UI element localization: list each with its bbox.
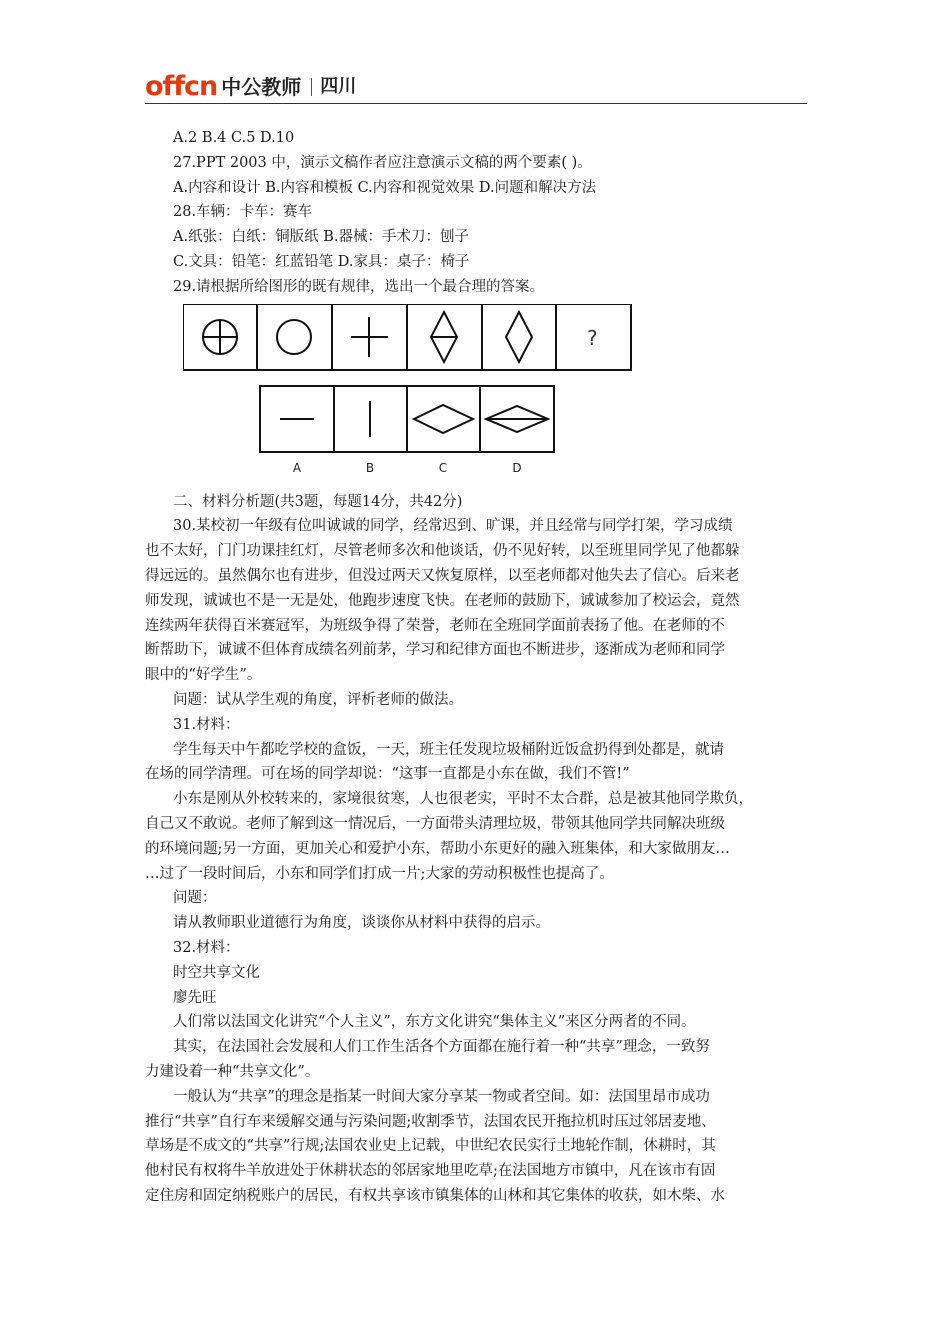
diamond-shape [506, 312, 532, 362]
option-label-a: A [292, 460, 302, 475]
text-line: 眼中的“好学生”。 [145, 667, 262, 684]
text-line: 自己又不敢说。老师了解到这一情况后，一方面带头清理垃圾，带领其他同学共同解决班级 [145, 815, 725, 832]
option-c-shape [414, 405, 473, 433]
text-line: 请从教师职业道德行为角度，谈谈你从材料中获得的启示。 [173, 915, 550, 932]
text-line: 小东是刚从外校转来的，家境很贫寒，人也很老实，平时不太合群，总是被其他同学欺负， [173, 791, 753, 808]
text-line: 定住房和固定纳税账户的居民，有权共享该市镇集体的山林和其它集体的收获，如木柴、水 [145, 1187, 725, 1204]
text-line: …过了一段时间后，小东和同学们打成一片;大家的劳动积极性也提高了。 [145, 865, 614, 882]
logo-brand: offcn [145, 71, 218, 102]
text-line: 人们常以法国文化讲究“个人主义”，东方文化讲究“集体主义”来区分两者的不同。 [173, 1014, 696, 1031]
text-line: 二、材料分析题(共3题，每题14分，共42分) [173, 493, 463, 510]
text-line: 断帮助下，诚诚不但体育成绩名列前茅，学习和纪律方面也不断进步，逐渐成为老师和同学 [145, 642, 725, 659]
logo-divider [311, 78, 312, 96]
text-line: 廖先旺 [173, 989, 217, 1006]
text-line: 28.车辆：卡车：赛车 [173, 204, 313, 221]
text-line: 力建设着一种“共享文化”。 [145, 1063, 320, 1080]
diamond-line-shape [431, 312, 457, 362]
text-line: 其实，在法国社会发展和人们工作生活各个方面都在施行着一种“共享”理念，一致努 [173, 1039, 710, 1056]
text-line: 师发现，诚诚也不是一无是处，他跑步速度飞快。在老师的鼓励下，诚诚参加了校运会，竟然 [145, 592, 740, 609]
text-line: 在场的同学清理。可在场的同学却说：“这事一直都是小东在做，我们不管!” [145, 766, 630, 783]
text-line: A.纸张：白纸：铜版纸 B.器械：手术刀：刨子 [173, 229, 469, 246]
text-line: 问题： [173, 890, 217, 907]
document-body [145, 126, 813, 1209]
text-line: 他村民有权将牛羊放进处于休耕状态的邻居家地里吃草;在法国地方市镇中，凡在该市有固 [145, 1163, 716, 1180]
option-label-d: D [512, 460, 522, 475]
text-line: 得远远的。虽然偶尔也有进步，但没过两天又恢复原样，以至老师都对他失去了信心。后来老 [145, 567, 740, 584]
option-label-c: C [438, 460, 448, 475]
offcn-logo [145, 72, 356, 102]
text-line: C.文具：铅笔：红蓝铅笔 D.家具：桌子：椅子 [173, 253, 470, 270]
text-line: 一般认为“共享”的理念是指某一时间大家分享某一物或者空间。如：法国里昂市成功 [173, 1088, 710, 1105]
option-d-shape [486, 406, 548, 432]
text-line: 也不太好，门门功课挂红灯，尽管老师多次和他谈话，仍不见好转，以至班里同学见了他都躲 [145, 543, 740, 560]
question-mark: ? [587, 325, 598, 350]
header-rule [145, 103, 807, 104]
text-line: A.内容和设计 B.内容和模板 C.内容和视觉效果 D.问题和解决方法 [173, 179, 597, 196]
page-header [145, 72, 807, 104]
text-line: 问题：试从学生观的角度，评析老师的做法。 [173, 691, 463, 708]
logo-brand-cn: 中公教师 [221, 75, 302, 99]
text-line: 32.材料： [173, 939, 240, 956]
question-block-top [173, 126, 813, 300]
material-analysis-block [145, 490, 813, 1209]
text-line: 连续两年获得百米赛冠军，为班级争得了荣誉，老师在全班同学面前表扬了他。在老师的不 [145, 617, 725, 634]
text-line: 时空共享文化 [173, 964, 260, 981]
text-line: A.2 B.4 C.5 D.10 [173, 130, 295, 146]
text-line: 推行“共享”自行车来缓解交通与污染问题;收割季节，法国农民开拖拉机时压过邻居麦地、 [145, 1113, 716, 1130]
figure-reasoning-question [173, 300, 813, 490]
text-line: 学生每天中午都吃学校的盒饭，一天，班主任发现垃圾桶附近饭盒扔得到处都是，就请 [173, 741, 724, 758]
option-label-b: B [365, 460, 375, 475]
text-line: 29.请根据所给图形的既有规律，选出一个最合理的答案。 [173, 278, 545, 295]
text-line: 30.某校初一年级有位叫诚诚的同学，经常迟到、旷课，并且经常与同学打架，学习成绩 [173, 518, 733, 535]
text-line: 草场是不成文的“共享”行规;法国农业史上记载，中世纪农民实行土地轮作制，休耕时，其 [145, 1138, 716, 1155]
text-line: 27.PPT 2003 中，演示文稿作者应注意演示文稿的两个要素( )。 [173, 154, 592, 171]
cross-shape [351, 317, 388, 357]
logo-region: 四川 [320, 76, 357, 97]
text-line: 的环境问题;另一方面，更加关心和爱护小东，帮助小东更好的融入班集体，和大家做朋友… [145, 840, 730, 857]
text-line: 31.材料： [173, 716, 240, 733]
figure-svg [183, 304, 643, 484]
circle-shape [277, 320, 311, 354]
circle-cross-shape [203, 320, 237, 354]
